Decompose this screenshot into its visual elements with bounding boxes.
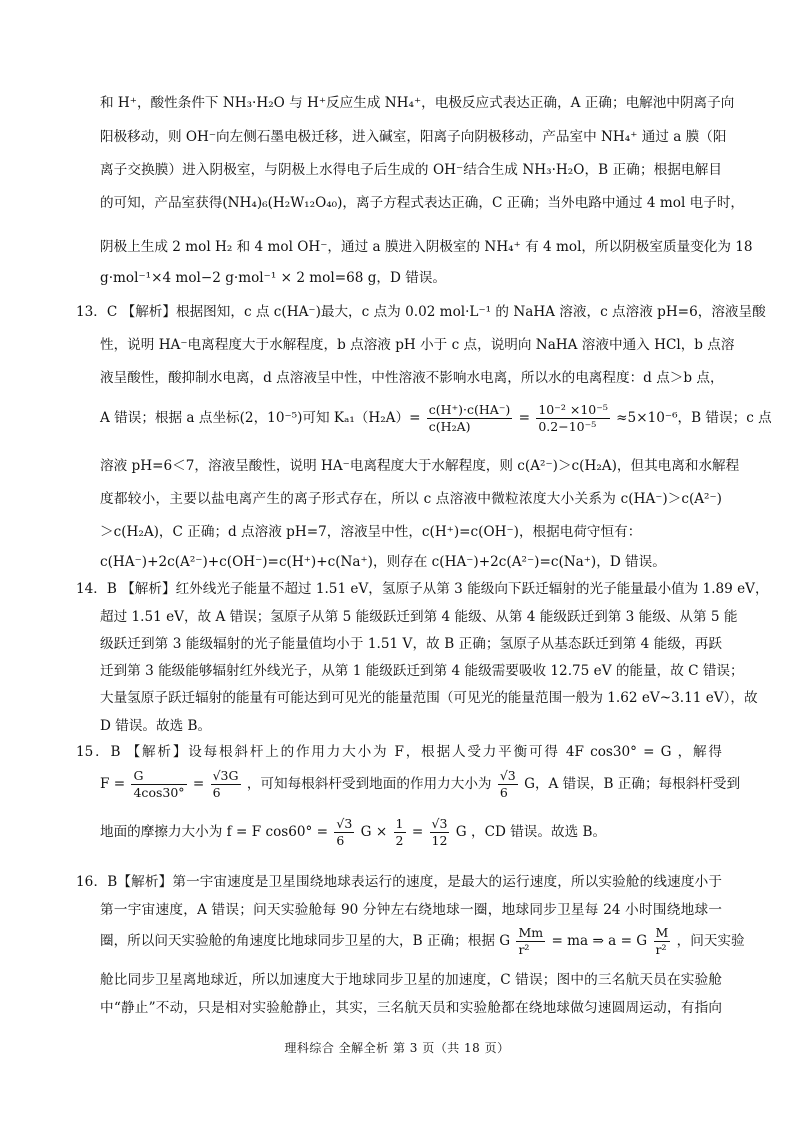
text-segment: A 错误；根据 a 点坐标(2，10⁻⁵)可知 Kₐ₁（H₂A）= — [100, 410, 421, 426]
text-segment: = ma ⇒ a = G — [551, 933, 648, 949]
formula-line-friction — [100, 810, 722, 854]
text-segment: G — [499, 933, 511, 949]
text-line: 第一宇宙速度，A 错误；问天实验舱每 90 分钟左右绕地球一圈，地球同步卫星每 24 小时围绕地球一 — [100, 902, 722, 918]
text-line: 溶液 pH=6＜7，溶液呈酸性，说明 HA⁻电离程度大于水解程度，则 c(A²⁻)＞c(H₂A)，但其电离和水解程 — [100, 458, 740, 474]
text-segment: G × — [360, 824, 388, 840]
text-line: 离子交换膜）进入阴极室，与阴极上水得电子后生成的 OH⁻结合生成 NH₃·H₂O，B 正确；根据电解目 — [100, 162, 722, 178]
fraction-denominator: 6 — [212, 785, 221, 800]
text-segment: 地面的摩擦力大小为 f = F cos60° = — [100, 824, 329, 840]
fraction — [211, 768, 241, 801]
text-line: 级跃迁到第 3 能级辐射的光子能量值均小于 1.51 V，故 B 正确；氢原子从基态跃迁到第 4 能级，再跃 — [100, 636, 722, 652]
text-line: c(HA⁻)+2c(A²⁻)+c(OH⁻)=c(H⁺)+c(Na⁺)，则存在 c(HA⁻)+2c(A²⁻)=c(Na⁺)，D 错误。 — [100, 554, 666, 570]
fraction-denominator: c(H₂A) — [428, 419, 471, 434]
page-footer: 理科综合 全解全析 第 3 页（共 18 页） — [284, 1041, 510, 1055]
text-line: 中“静止”不动，只是相对实验舱静止，其实，三名航天员和实验舱都在绕地球做匀速圆周运动，有指向 — [100, 1000, 722, 1016]
fraction — [498, 768, 518, 801]
text-segment: G，A 错误，B 正确；每根斜杆受到 — [524, 776, 741, 792]
text-line: g·mol⁻¹×4 mol−2 g·mol⁻¹ × 2 mol=68 g，D 错误。 — [100, 270, 447, 286]
fraction-numerator: c(H⁺)·c(HA⁻) — [428, 402, 511, 417]
fraction-denominator: 0.2−10⁻⁵ — [538, 419, 597, 434]
text-line: 大量氢原子跃迁辐射的能量有可能达到可见光的能量范围（可见光的能量范围一般为 1.62 eV~3.11 eV），故 — [100, 690, 758, 706]
formula-line-gravity — [100, 919, 745, 963]
text-line: ＞c(H₂A)，C 正确；d 点溶液 pH=7，溶液呈中性，c(H⁺)=c(OH⁻)，根据电荷守恒有： — [100, 524, 642, 540]
text-segment: G ，CD 错误。故选 B。 — [455, 824, 607, 840]
text-line: 和 H⁺，酸性条件下 NH₃·H₂O 与 H⁺反应生成 NH₄⁺，电极反应式表达正确，A 正确；电解池中阴离子向 — [100, 95, 735, 111]
fraction-denominator: 4cos30° — [133, 785, 185, 800]
equals-sign: = — [192, 776, 205, 792]
equals-sign: = — [518, 410, 531, 426]
text-line: 度都较小，主要以盐电离产生的离子形式存在，所以 c 点溶液中微粒浓度大小关系为 c(HA⁻)＞c(A²⁻) — [100, 491, 722, 507]
fraction — [430, 816, 450, 849]
fraction — [516, 925, 545, 958]
question-13-line: 13．C 【解析】根据图知，c 点 c(HA⁻)最大，c 点为 0.02 mol·L⁻¹ 的 NaHA 溶液，c 点溶液 pH=6，溶液呈酸 — [76, 304, 766, 320]
fraction — [334, 816, 354, 849]
fraction — [427, 402, 513, 435]
text-segment: 圈，所以问天实验舱的角速度比地球同步卫星的大，B 正确；根据 — [100, 933, 495, 949]
text-line: 舱比同步卫星离地球近，所以加速度大于地球同步卫星的加速度，C 错误；图中的三名航天员在实验舱 — [100, 972, 722, 988]
equals-sign: = — [411, 824, 424, 840]
formula-line-ka1 — [100, 396, 772, 440]
fraction-numerator: √3 — [336, 816, 353, 831]
text-line: 性，说明 HA⁻电离程度大于水解程度，b 点溶液 pH 小于 c 点，说明向 NaHA 溶液中通入 HCl，b 点溶 — [100, 337, 735, 353]
question-16-line: 16．B【解析】第一宇宙速度是卫星围绕地球表运行的速度，是最大的运行速度，所以实验舱的线速度小于 — [76, 874, 722, 890]
fraction-denominator: 2 — [395, 833, 404, 848]
text-line: 阴极上生成 2 mol H₂ 和 4 mol OH⁻，通过 a 膜进入阴极室的 NH₄⁺ 有 4 mol，所以阴极室质量变化为 18 — [100, 239, 753, 255]
text-line: 阳极移动，则 OH⁻向左侧石墨电极迁移，进入碱室，阳离子向阴极移动，产品室中 NH₄⁺ 通过 a 膜（阳 — [100, 129, 727, 145]
fraction-numerator: √3 — [431, 816, 448, 831]
text-line: 超过 1.51 eV，故 A 错误；氢原子从第 5 能级跃迁到第 4 能级、从第 4 能级跃迁到第 3 能级、从第 5 能 — [100, 609, 738, 625]
fraction — [654, 925, 671, 958]
fraction-numerator: 10⁻² ×10⁻⁵ — [538, 402, 608, 417]
text-line: D 错误。故选 B。 — [100, 718, 212, 734]
text-segment: ，问天实验 — [676, 933, 745, 949]
fraction-denominator: 6 — [336, 833, 345, 848]
fraction-numerator: M — [655, 925, 669, 940]
question-14-line: 14．B 【解析】红外线光子能量不超过 1.51 eV，氢原子从第 3 能级向下跃迁辐射的光子能量最小值为 1.89 eV， — [76, 581, 769, 597]
fraction-denominator: 6 — [499, 785, 508, 800]
fraction-numerator: √3G — [212, 768, 239, 783]
text-segment: ，可知每根斜杆受到地面的作用力大小为 — [246, 776, 492, 792]
text-line: 的可知，产品室获得(NH₄)₆(H₂W₁₂O₄₀)，离子方程式表达正确，C 正确；当外电路中通过 4 mol 电子时， — [100, 195, 745, 211]
question-15-line: 15．B 【解析】设每根斜杆上的作用力大小为 F，根据人受力平衡可得 4F cos30° = G ，解得 — [76, 744, 722, 760]
text-line: 液呈酸性，酸抑制水电离，d 点溶液呈中性，中性溶液不影响水电离，所以水的电离程度：d 点＞b 点， — [100, 370, 724, 386]
fraction — [131, 768, 186, 801]
fraction-numerator: √3 — [499, 768, 516, 783]
fraction — [394, 816, 406, 849]
text-segment: F = — [100, 776, 126, 792]
fraction-numerator: G — [131, 768, 186, 785]
fraction-denominator: r² — [655, 942, 667, 957]
fraction-denominator: r² — [518, 942, 530, 957]
fraction-numerator: 1 — [395, 816, 404, 831]
fraction-numerator: Mm — [518, 925, 544, 940]
fraction — [536, 402, 609, 435]
text-line: 迁到第 3 能级能够辐射红外线光子，从第 1 能级跃迁到第 4 能级需要吸收 12.75 eV 的能量，故 C 错误； — [100, 663, 744, 679]
text-segment: ≈5×10⁻⁶，B 错误；c 点 — [616, 410, 772, 426]
formula-line-force — [100, 762, 741, 806]
fraction-denominator: 12 — [431, 833, 448, 848]
